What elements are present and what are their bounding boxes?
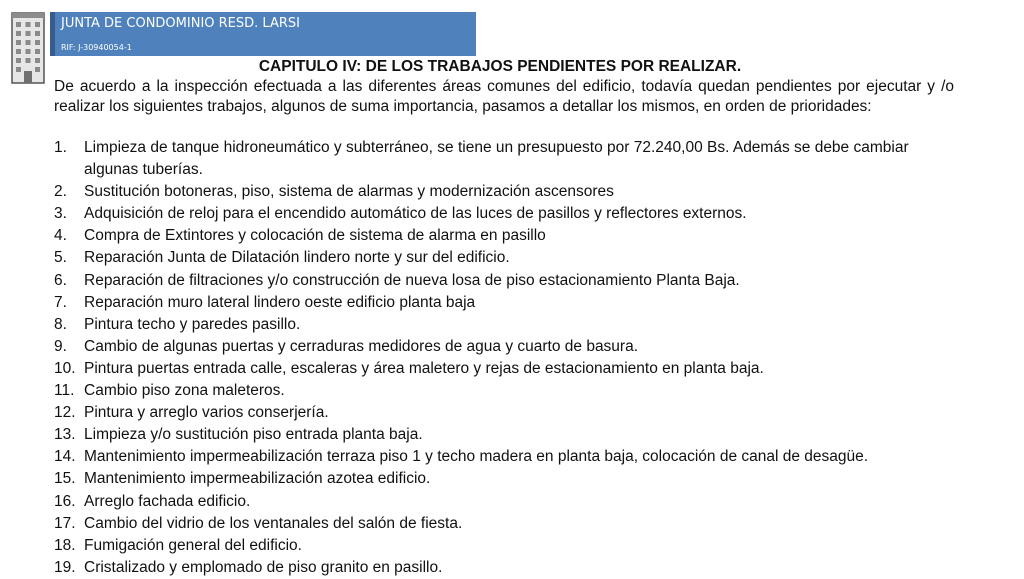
list-item bbox=[54, 491, 954, 513]
list-item-text: Cambio del vidrio de los ventanales del salón de fiesta. bbox=[84, 514, 463, 532]
header-banner bbox=[50, 12, 476, 56]
list-item-text: Pintura techo y paredes pasillo. bbox=[84, 315, 301, 333]
list-item-text: Arreglo fachada edificio. bbox=[84, 492, 251, 510]
list-item-number: 15. bbox=[54, 470, 76, 488]
list-item bbox=[54, 358, 954, 380]
rif-number: RIF: J-30940054-1 bbox=[61, 43, 132, 52]
list-item-number: 5. bbox=[54, 249, 67, 267]
list-item-number: 9. bbox=[54, 337, 67, 355]
list-item-text: Pintura puertas entrada calle, escaleras y área maletero y rejas de estacionamiento en planta baja. bbox=[84, 359, 764, 377]
list-item bbox=[54, 513, 954, 535]
list-item-text: Limpieza y/o sustitución piso entrada planta baja. bbox=[84, 426, 423, 444]
list-item-text: Adquisición de reloj para el encendido automático de las luces de pasillos y reflectores externos. bbox=[84, 205, 747, 223]
list-item-text: Mantenimiento impermeabilización terraza piso 1 y techo madera en planta baja, colocación de canal de desagüe. bbox=[84, 448, 869, 466]
list-item-number: 4. bbox=[54, 227, 67, 245]
list-item-text: Cambio piso zona maleteros. bbox=[84, 382, 285, 400]
list-item bbox=[54, 468, 954, 490]
list-item bbox=[54, 203, 954, 225]
list-item-number: 8. bbox=[54, 315, 67, 333]
list-item-text: Pintura y arreglo varios conserjería. bbox=[84, 404, 329, 422]
list-item-text: Compra de Extintores y colocación de sistema de alarma en pasillo bbox=[84, 227, 546, 245]
list-item-text: Reparación muro lateral lindero oeste edificio planta baja bbox=[84, 293, 476, 311]
list-item-number: 3. bbox=[54, 205, 67, 223]
list-item-number: 19. bbox=[54, 558, 76, 576]
list-item bbox=[54, 225, 954, 247]
list-item bbox=[54, 137, 954, 181]
list-item-number: 7. bbox=[54, 293, 67, 311]
list-item-number: 12. bbox=[54, 404, 76, 422]
list-item bbox=[54, 402, 954, 424]
list-item-number: 11. bbox=[54, 382, 75, 400]
list-item-text: Sustitución botoneras, piso, sistema de alarmas y modernización ascensores bbox=[84, 183, 614, 201]
list-item bbox=[54, 446, 954, 468]
list-item bbox=[54, 181, 954, 203]
list-item bbox=[54, 270, 954, 292]
pending-works-list bbox=[54, 137, 954, 579]
list-item-text: Cambio de algunas puertas y cerraduras medidores de agua y cuarto de basura. bbox=[84, 337, 639, 355]
list-item bbox=[54, 380, 954, 402]
list-item-number: 6. bbox=[54, 271, 67, 289]
list-item bbox=[54, 336, 954, 358]
list-item-number: 13. bbox=[54, 426, 76, 444]
list-item-text: Reparación de filtraciones y/o construcción de nueva losa de piso estacionamiento Planta Baja. bbox=[84, 271, 740, 289]
list-item-text: Cristalizado y emplomado de piso granito en pasillo. bbox=[84, 558, 443, 576]
list-item-text: Limpieza de tanque hidroneumático y subterráneo, se tiene un presupuesto por 72.240,00 Bs. Además se debe cambiar algunas tuberías. bbox=[84, 139, 909, 179]
list-item-text: Fumigación general del edificio. bbox=[84, 536, 302, 554]
intro-paragraph: De acuerdo a la inspección efectuada a las diferentes áreas comunes del edificio, todavía quedan pendientes por ejecutar y /o realizar los siguientes trabajos, algunos de suma importancia, pasamos a detallar los mismos, en orden de prioridades: bbox=[54, 78, 954, 115]
list-item bbox=[54, 535, 954, 557]
list-item bbox=[54, 247, 954, 269]
list-item-number: 16. bbox=[54, 492, 76, 510]
list-item bbox=[54, 424, 954, 446]
list-item-text: Mantenimiento impermeabilización azotea edificio. bbox=[84, 470, 431, 488]
list-item-number: 18. bbox=[54, 536, 76, 554]
list-item-number: 14. bbox=[54, 448, 76, 466]
list-item-text: Reparación Junta de Dilatación lindero norte y sur del edificio. bbox=[84, 249, 510, 267]
chapter-title: CAPITULO IV: DE LOS TRABAJOS PENDIENTES POR REALIZAR. bbox=[258, 58, 742, 75]
list-item-number: 10. bbox=[54, 359, 76, 377]
list-item bbox=[54, 314, 954, 336]
list-item-number: 2. bbox=[54, 183, 67, 201]
organization-name: JUNTA DE CONDOMINIO RESD. LARSI bbox=[61, 16, 300, 31]
list-item-number: 17. bbox=[54, 514, 76, 532]
banner-accent bbox=[50, 12, 55, 56]
list-item-number: 1. bbox=[54, 139, 67, 156]
list-item bbox=[54, 292, 954, 314]
